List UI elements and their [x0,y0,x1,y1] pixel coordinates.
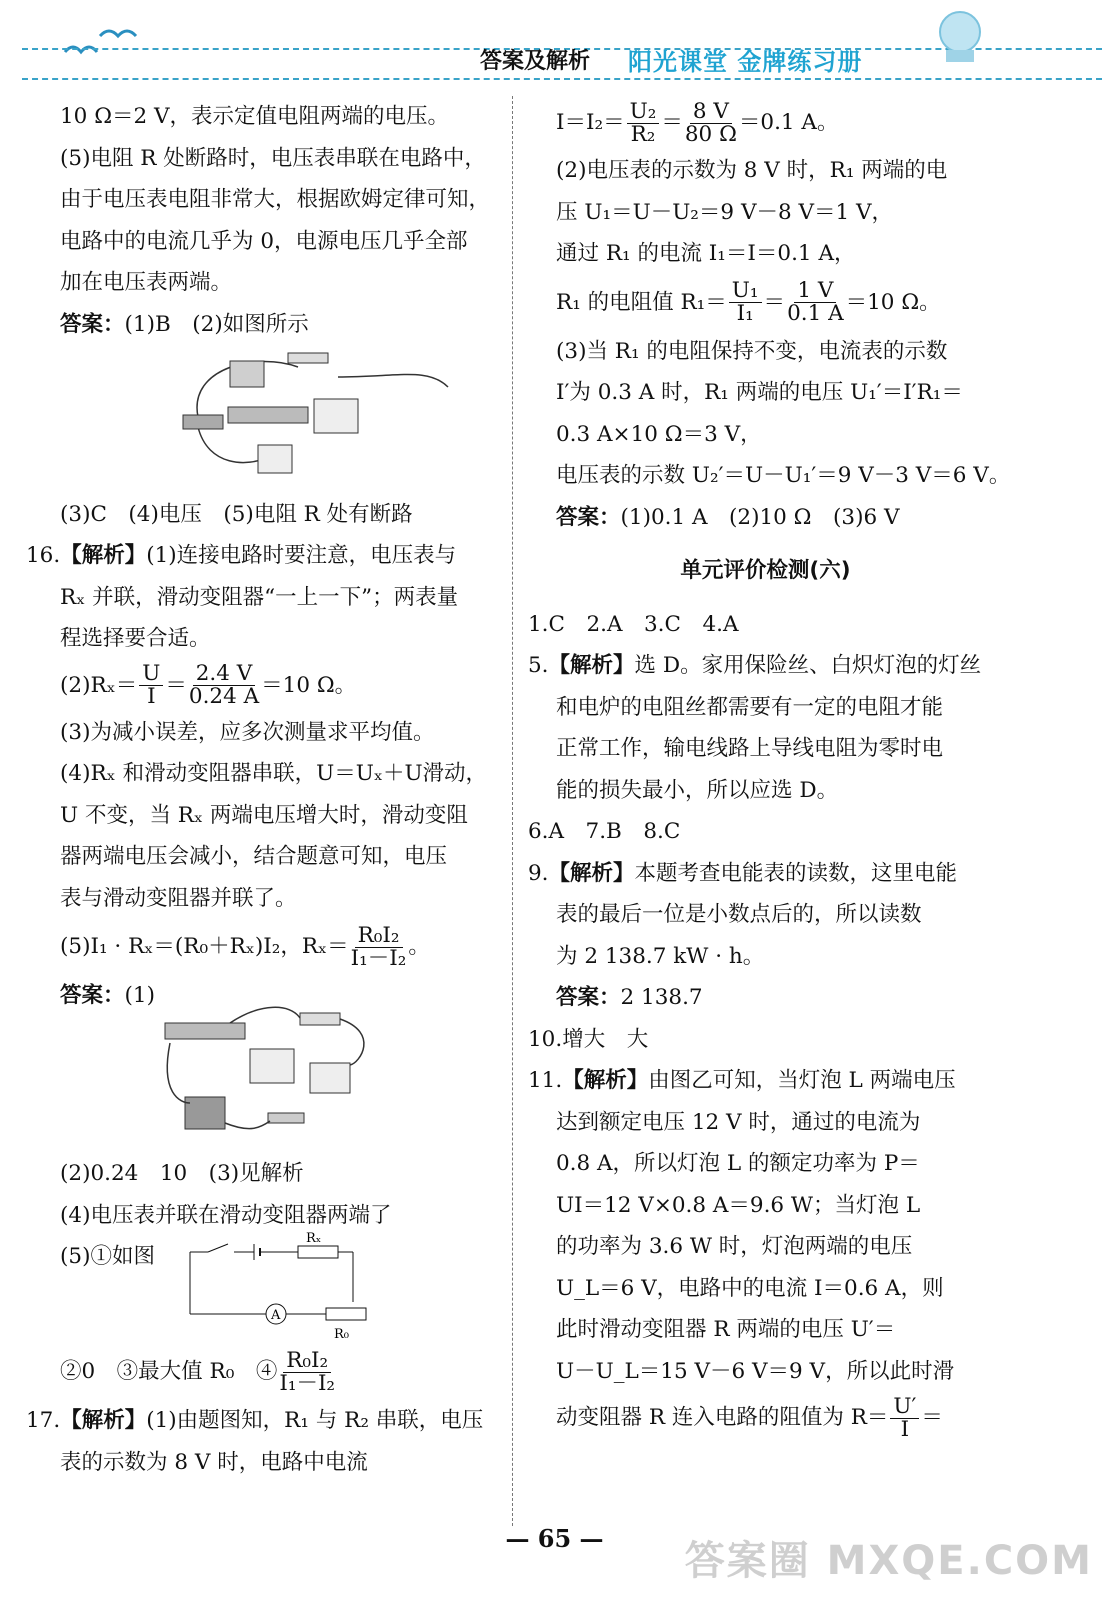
formula-text: (2)Rₓ＝ [60,672,138,698]
formula-text: R₁ 的电阻值 R₁＝ [556,289,727,315]
denominator: 0.24 A [188,684,260,709]
formula-line [60,660,356,712]
fraction [139,663,163,708]
formula-text: ＝ [661,110,683,136]
ammeter-label: A [271,1307,281,1323]
text-line: 表与滑动变阻器并联了。 [60,885,297,911]
numerator: 1 V [794,280,836,303]
denominator: 0.1 A [787,301,844,326]
text-line: 本题考查电能表的读数，这里电能 [634,860,958,886]
text-line: 10 Ω＝2 V，表示定值电阻两端的电压。 [60,104,450,129]
analysis-tag: 【解析】 [548,653,635,678]
formula-text: I＝I₂＝ [556,110,625,136]
fraction [684,98,737,147]
text-line: (4)电压表并联在滑动变阻器两端了 [60,1202,392,1228]
text-line: (3)当 R₁ 的电阻保持不变，电流表的示数 [556,338,948,364]
header-brand: 阳光课堂 金牌练习册 [628,48,863,76]
analysis-tag: 【解析】 [562,1068,649,1093]
analysis-tag: 【解析】 [60,1408,147,1433]
text-line: (5)①如图 [60,1244,155,1269]
text-line: (4)Rₓ 和滑动变阻器串联，U＝Uₓ＋U滑动， [60,761,488,786]
fraction [279,1347,336,1396]
text-line: (3)为减小误差，应多次测量求平均值。 [60,719,435,745]
fraction [890,1393,919,1442]
denominator: R₂ [630,121,656,147]
numerator: R₀I₂ [283,1350,331,1373]
text-line: 表的示数为 8 V 时，电路中电流 [60,1449,368,1475]
circuit-diagram [188,1230,388,1342]
formula-text: ＝0.1 A。 [738,110,839,136]
text-line: 0.8 A，所以灯泡 L 的额定功率为 P＝ [556,1151,920,1176]
text-line: 加在电压表两端。 [60,270,233,295]
text-line: 10.增大 大 [528,1026,649,1052]
circuit-photo-figure-2 [160,1003,460,1137]
question-5 [528,645,1003,687]
formula-text: ＝ [763,289,786,315]
formula-text: ＝10 Ω。 [261,672,357,698]
text-line: (2)0.24 10 (3)见解析 [60,1161,304,1186]
circuit-photo-figure-1 [178,347,478,477]
numerator: 8 V [690,101,732,124]
question-number: 5. [528,653,549,678]
denominator: I [147,684,156,709]
numerator: R₀I₂ [355,925,403,948]
question-number: 11. [528,1068,563,1093]
answer-line [60,304,505,346]
text-line: 1.C 2.A 3.C 4.A [528,611,739,637]
resistor-rx-label: Rₓ [306,1230,322,1246]
denominator: I₁－I₂ [279,1370,336,1396]
formula-text: 。 [408,934,430,960]
answer-text: (1)B (2)如图所示 [124,311,309,337]
denominator: 80 Ω [684,121,737,147]
text-line: 正常工作，输电线路上导线电阻为零时电 [556,736,944,761]
text-line: I′为 0.3 A 时，R₁ 两端的电压 U₁′＝I′R₁＝ [556,380,963,405]
numerator: 2.4 V [193,663,256,686]
column-divider [512,96,513,1526]
denominator: I₁－I₂ [350,945,407,971]
fraction [729,280,762,325]
formula-line [528,96,838,150]
text-line: 由图乙可知，当灯泡 L 两端电压 [648,1068,956,1093]
text-line: 电压表的示数 U₂′＝U－U₁′＝9 V－3 V＝6 V。 [556,463,1011,488]
formula-text: ＝ [165,672,187,698]
text-line: (1)连接电路时要注意，电压表与 [146,543,457,568]
question-number: 17. [26,1408,61,1433]
text-line: U 不变，当 Rₓ 两端电压增大时，滑动变阻 [60,802,468,828]
right-column [528,96,1011,1444]
analysis-tag: 【解析】 [60,543,147,568]
page-header [0,0,1109,88]
text-line: 选 D。家用保险丝、白炽灯泡的灯丝 [634,653,982,678]
text-line: (1)由题图知，R₁ 与 R₂ 串联，电压 [146,1408,484,1433]
fraction [189,663,259,708]
numerator: U₁ [729,280,762,303]
formula-line [528,275,941,331]
text-line: 6.A 7.B 8.C [528,819,681,844]
text-line: 压 U₁＝U－U₂＝9 V－8 V＝1 V， [556,199,894,225]
question-9 [528,853,1003,895]
resistor-r0-label: R₀ [334,1326,349,1342]
formula-line [60,1344,337,1400]
numerator: U₂ [627,101,660,124]
text-line: 和电炉的电阻丝都需要有一定的电阻才能 [556,694,944,720]
formula-text: ②0 ③最大值 R₀ ④ [60,1359,278,1385]
answer-text: (1) [124,983,155,1008]
text-line: 表的最后一位是小数点后的，所以读数 [556,902,922,927]
watermark: 答案圈 MXQE.COM [684,1538,1093,1584]
answer-label: 答案： [60,311,125,337]
formula-text: 动变阻器 R 连入电路的阻值为 R＝ [556,1405,889,1431]
formula-text: ＝ [921,1405,943,1431]
question-11 [528,1060,1003,1102]
text-line: U－U_L＝15 V－6 V＝9 V，所以此时滑 [556,1358,955,1384]
header-section-title: 答案及解析 [480,49,591,74]
answer-label: 答案： [556,985,621,1010]
text-line: 0.3 A×10 Ω＝3 V， [556,421,762,447]
answer-line [528,977,1003,1019]
text-line: 为 2 138.7 kW · h。 [556,943,765,969]
answer-label: 答案： [60,983,125,1008]
globe-decoration [920,4,1000,64]
answer-label: 答案： [556,504,621,530]
text-line: 达到额定电压 12 V 时，通过的电流为 [556,1109,921,1135]
analysis-tag: 【解析】 [548,860,635,886]
section-heading: 单元评价检测(六) [680,558,851,583]
numerator: U [139,663,163,686]
formula-line [528,1392,943,1444]
text-line: 器两端电压会减小，结合题意可知，电压 [60,844,448,869]
text-line: (2)电压表的示数为 8 V 时，R₁ 两端的电 [556,158,948,183]
question-16 [26,535,505,577]
numerator: U′ [890,1396,919,1419]
fraction [350,922,407,971]
answer-line [528,497,1003,539]
text-line: 此时滑动变阻器 R 两端的电压 U′＝ [556,1317,896,1342]
denominator: I [900,1416,910,1442]
formula-text: (5)I₁ · Rₓ＝(R₀＋Rₓ)I₂，Rₓ＝ [60,934,349,960]
page-number: — 65 — [505,1524,604,1553]
text-line: 能的损失最小，所以应选 D。 [556,777,839,803]
text-line: 电路中的电流几乎为 0，电源电压几乎全部 [60,228,468,254]
text-line: 通过 R₁ 的电流 I₁＝I＝0.1 A， [556,241,856,266]
question-17 [26,1400,505,1442]
denominator: I₁ [736,301,754,326]
text-line: 程选择要合适。 [60,626,211,651]
text-line: UI＝12 V×0.8 A＝9.6 W；当灯泡 L [556,1192,921,1218]
fraction [627,98,660,147]
answer-text: (3)C (4)电压 (5)电阻 R 处有断路 [60,501,413,527]
question-number: 9. [528,860,549,886]
question-number: 16. [26,543,61,568]
text-line: 由于电压表电阻非常大，根据欧姆定律可知， [60,187,491,212]
text-line: U_L＝6 V，电路中的电流 I＝0.6 A，则 [556,1275,944,1301]
text-line: 的功率为 3.6 W 时，灯泡两端的电压 [556,1234,913,1259]
answer-text: 2 138.7 [620,985,703,1010]
text-line: Rₓ 并联，滑动变阻器“一上一下”；两表量 [60,584,459,610]
fraction [787,280,844,325]
answer-text: (1)0.1 A (2)10 Ω (3)6 V [620,504,900,530]
formula-line [60,919,430,975]
text-line: (5)电阻 R 处断路时，电压表串联在电路中， [60,145,486,171]
formula-text: ＝10 Ω。 [845,289,941,315]
left-column [26,96,505,1483]
